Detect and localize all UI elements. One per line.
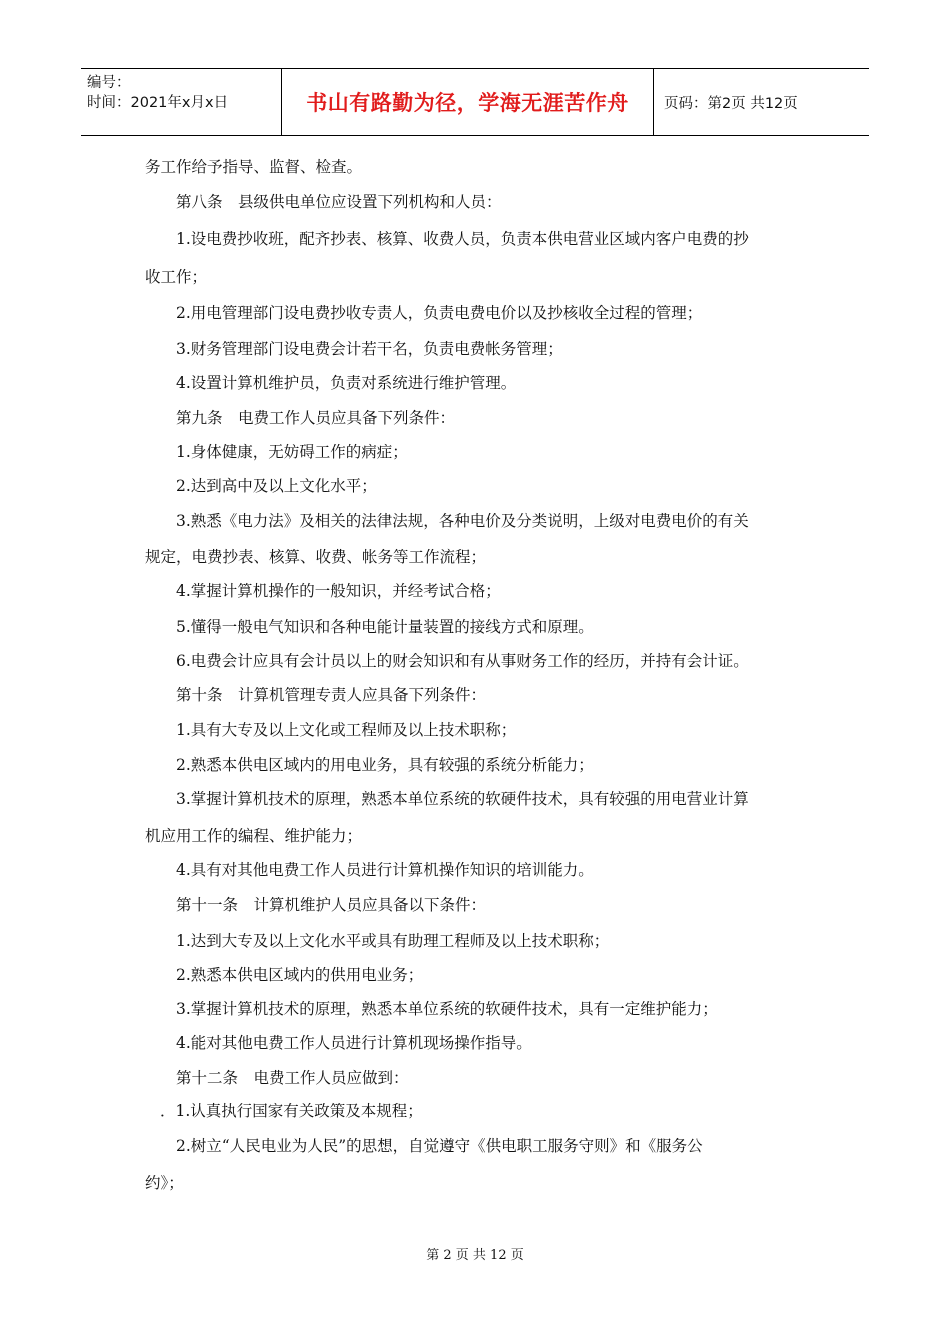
- header-page-number: 页码：第2页 共12页: [664, 95, 798, 112]
- body-line: 规定，电费抄表、核算、收费、帐务等工作流程；: [145, 548, 487, 566]
- body-line: 4.设置计算机维护员，负责对系统进行维护管理。: [145, 374, 517, 392]
- body-line: 机应用工作的编程、维护能力；: [145, 827, 363, 845]
- body-line: 3.财务管理部门设电费会计若干名，负责电费帐务管理；: [145, 340, 563, 358]
- body-line: 第九条 电费工作人员应具备下列条件：: [145, 409, 456, 427]
- body-line: 4.能对其他电费工作人员进行计算机现场操作指导。: [145, 1034, 532, 1052]
- body-line: 5.懂得一般电气知识和各种电能计量装置的接线方式和原理。: [145, 618, 594, 636]
- body-line: 4.具有对其他电费工作人员进行计算机操作知识的培训能力。: [145, 861, 594, 879]
- body-line: 第十一条 计算机维护人员应具备以下条件：: [145, 896, 487, 914]
- body-line: 第十二条 电费工作人员应做到：: [145, 1069, 409, 1087]
- body-line: 3.掌握计算机技术的原理，熟悉本单位系统的软硬件技术，具有较强的用电营业计算: [145, 790, 749, 808]
- page-footer: 第 2 页 共 12 页: [426, 1248, 524, 1263]
- body-line: 2.熟悉本供电区域内的用电业务，具有较强的系统分析能力；: [145, 756, 594, 774]
- header-motto: 书山有路勤为径，学海无涯苦作舟: [282, 69, 654, 135]
- document-header: [81, 68, 869, 136]
- body-line: 第八条 县级供电单位应设置下列机构和人员：: [145, 193, 502, 211]
- header-meta: [81, 69, 282, 135]
- body-line: 2.达到高中及以上文化水平；: [145, 477, 377, 495]
- header-date: 时间：2021年x月x日: [87, 95, 229, 111]
- body-line: 第十条 计算机管理专责人应具备下列条件：: [145, 686, 487, 704]
- body-line: 6.电费会计应具有会计员以上的财会知识和有从事财务工作的经历，并持有会计证。: [145, 652, 749, 670]
- body-line: 3.掌握计算机技术的原理，熟悉本单位系统的软硬件技术，具有一定维护能力；: [145, 1000, 718, 1018]
- body-line: 务工作给予指导、监督、检查。: [145, 158, 363, 176]
- body-line: 3.熟悉《电力法》及相关的法律法规，各种电价及分类说明，上级对电费电价的有关: [145, 512, 749, 530]
- header-number: 编号：: [87, 75, 131, 91]
- body-line: 约》；: [145, 1174, 184, 1192]
- body-line: 4.掌握计算机操作的一般知识，并经考试合格；: [145, 582, 501, 600]
- body-line: 2.熟悉本供电区域内的供用电业务；: [145, 966, 424, 984]
- body-line: 2.树立“人民电业为人民”的思想，自觉遵守《供电职工服务守则》和《服务公: [145, 1137, 703, 1155]
- body-line: 2.用电管理部门设电费抄收专责人，负责电费电价以及抄核收全过程的管理；: [145, 304, 703, 322]
- body-line: ．1.认真执行国家有关政策及本规程；: [160, 1102, 423, 1120]
- body-line: 1.设电费抄收班，配齐抄表、核算、收费人员，负责本供电营业区域内客户电费的抄: [145, 230, 749, 248]
- body-line: 1.达到大专及以上文化水平或具有助理工程师及以上技术职称；: [145, 932, 610, 950]
- body-line: 1.身体健康，无妨碍工作的病症；: [145, 443, 408, 461]
- body-line: 收工作；: [145, 268, 208, 286]
- body-line: 1.具有大专及以上文化或工程师及以上技术职称；: [145, 721, 517, 739]
